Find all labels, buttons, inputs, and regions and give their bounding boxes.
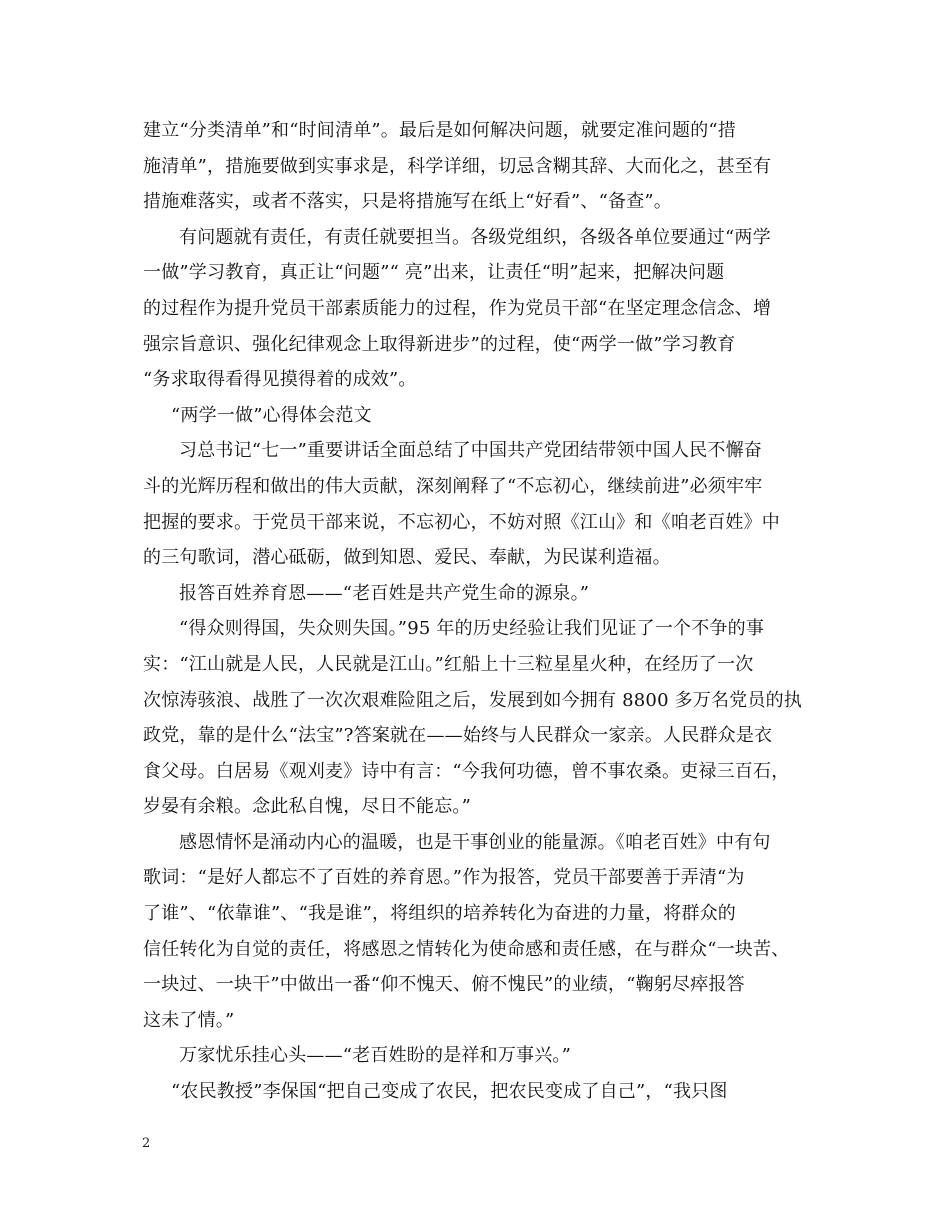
text-line: 一做”学习教育，真正让“问题”“ 亮”出来，让责任“明”起来，把解决问题	[143, 262, 725, 284]
text-line: “得众则得国，失众则失国。”95 年的历史经验让我们见证了一个不争的事	[179, 618, 765, 640]
text-line: “农民教授”李保国“把自己变成了农民，把农民变成了自己”，“我只图	[171, 1081, 728, 1103]
text-line: 了谁”、“依靠谁”、“我是谁”，将组织的培养转化为奋进的力量，将群众的	[143, 903, 737, 925]
text-line: 的三句歌词，潜心砥砺，做到知恩、爱民、奉献，为民谋利造福。	[143, 547, 671, 569]
text-line: 政党，靠的是什么“法宝”?答案就在——始终与人民群众一家亲。人民群众是衣	[143, 725, 773, 747]
text-line: 施清单”，措施要做到实事求是，科学详细，切忌含糊其辞、大而化之，甚至有	[143, 155, 772, 177]
text-line: 歌词：“是好人都忘不了百姓的养育恩。”作为报答，党员干部要善于弄清“为	[143, 867, 745, 889]
text-line: 斗的光辉历程和做出的伟大贡献，深刻阐释了“不忘初心，继续前进”必须牢牢	[143, 475, 763, 497]
page-number: 2	[142, 1136, 151, 1151]
text-line: 措施难落实，或者不落实，只是将措施写在纸上“好看”、“备查”。	[143, 191, 673, 213]
text-line: 岁晏有余粮。念此私自愧，尽日不能忘。”	[143, 796, 472, 818]
text-line: 有问题就有责任，有责任就要担当。各级党组织，各级各单位要通过“两学	[179, 226, 771, 248]
text-line: 一块过、一块干”中做出一番“仰不愧天、俯不愧民”的业绩，“鞠躬尽瘁报答	[143, 974, 745, 996]
text-line: 报答百姓养育恩——“老百姓是共产党生命的源泉。”	[179, 582, 590, 604]
text-line: “务求取得看得见摸得着的成效”。	[143, 369, 417, 391]
text-line: 习总书记“七一”重要讲话全面总结了中国共产党团结带领中国人民不懈奋	[179, 440, 763, 462]
text-line: 建立“分类清单”和“时间清单”。最后是如何解决问题，就要定准问题的“措	[143, 120, 737, 141]
text-line: 这未了情。”	[143, 1009, 235, 1031]
text-line: 万家忧乐挂心头——“老百姓盼的是祥和万事兴。”	[179, 1045, 572, 1067]
text-line: 把握的要求。于党员干部来说，不忘初心，不妨对照《江山》和《咱老百姓》中	[143, 511, 780, 533]
text-line: 信任转化为自觉的责任，将感恩之情转化为使命感和责任感，在与群众“一块苦、	[143, 938, 790, 960]
text-line: 感恩情怀是涌动内心的温暖，也是干事创业的能量源。《咱老百姓》中有句	[179, 831, 771, 853]
text-line: 食父母。白居易《观刈麦》诗中有言：“今我何功德，曾不事农桑。吏禄三百石，	[143, 760, 790, 782]
document-body	[143, 113, 813, 1110]
text-line: 的过程作为提升党员干部素质能力的过程，作为党员干部“在坚定理念信念、增	[143, 297, 772, 319]
section-heading: “两学一做”心得体会范文	[171, 404, 372, 426]
text-line: 强宗旨意识、强化纪律观念上取得新进步”的过程，使“两学一做”学习教育	[143, 333, 736, 355]
text-line: 次惊涛骇浪、战胜了一次次艰难险阻之后，发展到如今拥有 8800 多万名党员的执	[143, 689, 803, 711]
text-line: 实：“江山就是人民，人民就是江山。”红船上十三粒星星火种，在经历了一次	[143, 653, 754, 675]
